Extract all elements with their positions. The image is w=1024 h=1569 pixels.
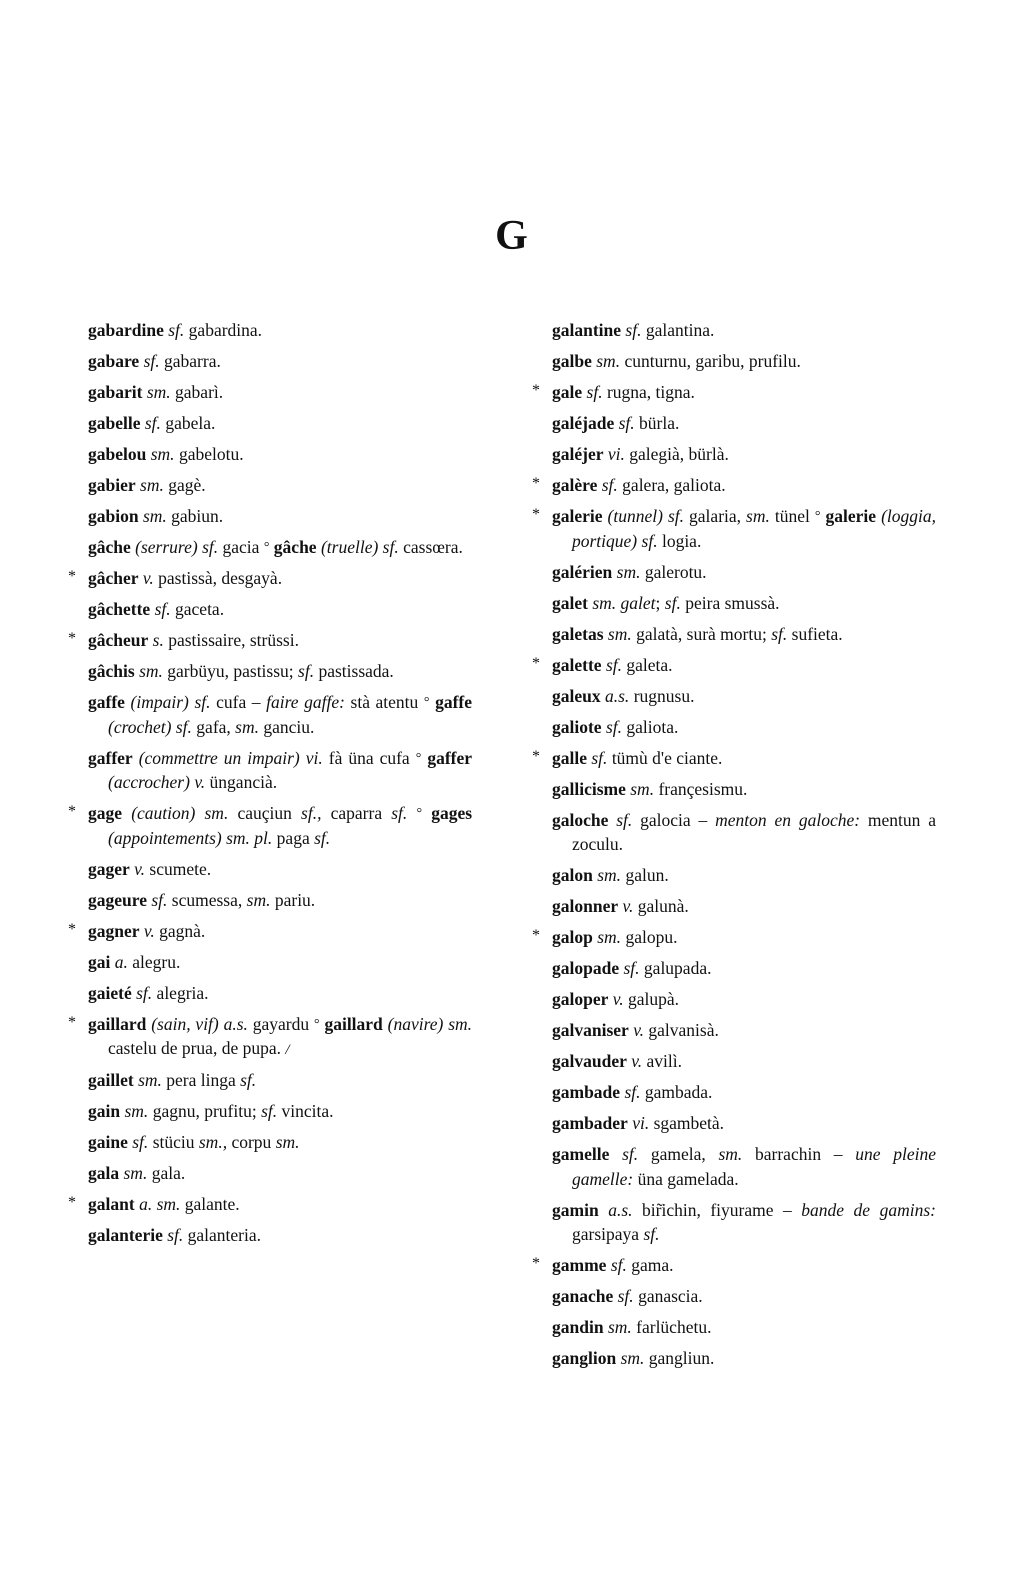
entry-text: gageure sf. scumessa, sm. pariu. bbox=[88, 889, 316, 910]
dictionary-entry: * galant a. sm. galante. bbox=[68, 1193, 240, 1214]
dictionary-entry: * gage (caution) sm. cauçiun sf., caparra sf. ° gages (appointements) sm. pl. paga sf. bbox=[68, 803, 473, 848]
dictionary-entry bbox=[552, 684, 936, 709]
right-column bbox=[532, 318, 937, 1377]
entry-text: gallicisme sm. françesismu. bbox=[552, 778, 748, 799]
dictionary-entry bbox=[88, 442, 472, 467]
entry-text: gaillet sm. pera linga sf. bbox=[88, 1069, 257, 1090]
entry-text: galonner v. galunà. bbox=[552, 896, 689, 916]
entry-text: galette sf. galeta. bbox=[552, 654, 673, 675]
entry-text: gamelle sf. gamela, sm. barrachin – une pleine gamelle: üna gamelada. bbox=[552, 1144, 937, 1189]
dictionary-entry bbox=[552, 560, 936, 585]
dictionary-entry: * gaillard (sain, vif) a.s. gayardu ° gaillard (navire) sm. castelu de prua, de pupa. / bbox=[68, 1013, 473, 1058]
dictionary-entry bbox=[552, 808, 936, 857]
dictionary-entry bbox=[552, 1198, 936, 1247]
dictionary-entry bbox=[88, 1099, 472, 1124]
entry-text: gabelle sf. gabela. bbox=[88, 413, 216, 433]
dictionary-entry bbox=[88, 746, 472, 795]
entry-text: gabion sm. gabiun. bbox=[88, 506, 224, 526]
entry-text: gabardine sf. gabardina. bbox=[88, 320, 263, 340]
dictionary-entry bbox=[88, 318, 472, 343]
entry-text: galopade sf. galupada. bbox=[552, 958, 712, 978]
dictionary-entry bbox=[552, 777, 936, 802]
entry-text: galet sm. galet; sf. peira smussà. bbox=[552, 592, 780, 613]
dictionary-entry bbox=[552, 349, 936, 374]
entry-text: gager v. scumete. bbox=[88, 858, 212, 879]
entry-text: gaffer (commettre un impair) vi. fà üna cufa ° gaffer (accrocher) v. üngancià. bbox=[88, 747, 473, 792]
dictionary-entry bbox=[552, 1111, 936, 1136]
dictionary-entry bbox=[552, 1346, 936, 1371]
dictionary-entry bbox=[552, 318, 936, 343]
dictionary-entry bbox=[88, 981, 472, 1006]
entry-text: ganglion sm. gangliun. bbox=[552, 1348, 715, 1368]
entry-text: gabelou sm. gabelotu. bbox=[88, 444, 244, 464]
dictionary-entry bbox=[552, 1315, 936, 1340]
entry-text: galvauder v. avilì. bbox=[552, 1051, 682, 1071]
entry-text: gagner v. gagnà. bbox=[88, 920, 206, 941]
entry-text: galerie (tunnel) sf. galaria, sm. tünel ° galerie (loggia, portique) sf. logia. bbox=[552, 506, 937, 551]
entry-text: gâcher v. pastissà, desgayà. bbox=[88, 568, 283, 588]
page-title: G bbox=[495, 213, 529, 259]
entry-text: galantine sf. galantina. bbox=[552, 320, 715, 340]
entry-text: gale sf. rugna, tigna. bbox=[552, 382, 695, 402]
entry-text: gamme sf. gama. bbox=[552, 1255, 674, 1275]
entry-text: gambader vi. sgambetà. bbox=[552, 1113, 725, 1133]
dictionary-entry: * gagner v. gagnà. bbox=[68, 920, 206, 941]
entry-text: galoper v. galupà. bbox=[552, 989, 680, 1009]
dictionary-entry bbox=[552, 411, 936, 436]
dictionary-entry bbox=[88, 1223, 472, 1248]
entry-text: galbe sm. cunturnu, garibu, prufilu. bbox=[552, 351, 801, 371]
dictionary-entry bbox=[552, 715, 936, 740]
entry-text: gambade sf. gambada. bbox=[552, 1082, 713, 1102]
entry-text: gâchis sm. garbüyu, pastissu; sf. pastissada. bbox=[88, 661, 394, 681]
dictionary-entry: * gale sf. rugna, tigna. bbox=[532, 382, 695, 402]
entry-text: ganache sf. ganascia. bbox=[552, 1286, 703, 1306]
entry-text: galanterie sf. galanteria. bbox=[88, 1224, 262, 1245]
dictionary-entry bbox=[552, 622, 936, 647]
dictionary-entry bbox=[552, 1080, 936, 1105]
dictionary-entry bbox=[552, 1018, 936, 1043]
left-column bbox=[68, 318, 473, 1377]
entry-text: galeux a.s. rugnusu. bbox=[552, 685, 695, 706]
entry-text: galetas sm. galatà, surà mortu; sf. sufieta. bbox=[552, 623, 843, 644]
dictionary-entry bbox=[88, 1161, 472, 1186]
dictionary-entry bbox=[88, 411, 472, 436]
dictionary-entry: * galle sf. tümù d'e ciante. bbox=[532, 747, 723, 768]
dictionary-entry bbox=[552, 591, 936, 616]
dictionary-entry: * gâcheur s. pastissaire, strüssi. bbox=[68, 630, 299, 650]
entry-text: gandin sm. farlüchetu. bbox=[552, 1317, 712, 1337]
entry-text: gamin a.s. bir̃ichin, fiyurame – bande de gamins: garsipaya sf. bbox=[552, 1199, 936, 1244]
dictionary-entry: * galère sf. galera, galiota. bbox=[532, 475, 726, 495]
entry-text: gâche (serrure) sf. gacia ° gâche (truelle) sf. cassœra. bbox=[88, 537, 463, 557]
entry-text: galon sm. galun. bbox=[552, 865, 669, 885]
entry-text: galvaniser v. galvanisà. bbox=[552, 1020, 719, 1040]
dictionary-entry bbox=[88, 888, 472, 913]
dictionary-entry bbox=[552, 894, 936, 919]
dictionary-entry bbox=[552, 956, 936, 981]
dictionary-entry bbox=[552, 987, 936, 1012]
entry-text: gaine sf. stüciu sm., corpu sm. bbox=[88, 1131, 300, 1152]
dictionary-entry bbox=[552, 1284, 936, 1309]
entry-text: gaffe (impair) sf. cufa – faire gaffe: stà atentu ° gaffe (crochet) sf. gafa, sm. ganciu. bbox=[88, 692, 473, 737]
entry-text: galant a. sm. galante. bbox=[88, 1193, 240, 1214]
entry-text: gala sm. gala. bbox=[88, 1162, 186, 1183]
dictionary-entry bbox=[88, 659, 472, 684]
dictionary-entry bbox=[552, 863, 936, 888]
dictionary-entry: * galerie (tunnel) sf. galaria, sm. tünel ° galerie (loggia, portique) sf. logia. bbox=[532, 506, 937, 551]
entry-text: gai a. alegru. bbox=[88, 951, 181, 972]
dictionary-entry bbox=[88, 1068, 472, 1093]
entry-columns bbox=[68, 318, 937, 1377]
entry-text: gage (caution) sm. cauçiun sf., caparra sf. ° gages (appointements) sm. pl. paga sf. bbox=[88, 803, 473, 848]
dictionary-entry bbox=[552, 1049, 936, 1074]
dictionary-entry bbox=[88, 690, 472, 739]
dictionary-entry bbox=[88, 473, 472, 498]
dictionary-entry bbox=[88, 1130, 472, 1155]
dictionary-entry bbox=[88, 504, 472, 529]
entry-text: galéjade sf. bürla. bbox=[552, 413, 680, 433]
entry-text: gabier sm. gagè. bbox=[88, 475, 206, 495]
dictionary-entry bbox=[88, 380, 472, 405]
entry-text: galéjer vi. galegià, bürlà. bbox=[552, 444, 729, 464]
entry-text: galle sf. tümù d'e ciante. bbox=[552, 747, 723, 768]
entry-text: galiote sf. galiota. bbox=[552, 716, 679, 737]
entry-text: galop sm. galopu. bbox=[552, 927, 678, 947]
dictionary-entry bbox=[88, 950, 472, 975]
dictionary-entry bbox=[88, 857, 472, 882]
entry-text: galoche sf. galocia – menton en galoche: mentun a zoculu. bbox=[552, 809, 937, 854]
entry-text: gabarit sm. gabarì. bbox=[88, 382, 224, 402]
dictionary-entry: * gamme sf. gama. bbox=[532, 1255, 674, 1275]
entry-text: gain sm. gagnu, prufitu; sf. vincita. bbox=[88, 1100, 334, 1121]
entry-text: galérien sm. galerotu. bbox=[552, 561, 707, 582]
entry-text: gaieté sf. alegria. bbox=[88, 982, 209, 1003]
entry-text: gaillard (sain, vif) a.s. gayardu ° gaillard (navire) sm. castelu de prua, de pupa. / bbox=[88, 1013, 473, 1058]
dictionary-entry: * galop sm. galopu. bbox=[532, 927, 678, 947]
dictionary-entry bbox=[88, 349, 472, 374]
entry-text: gâcheur s. pastissaire, strüssi. bbox=[88, 630, 299, 650]
dictionary-entry bbox=[552, 1142, 936, 1191]
entry-text: gabare sf. gabarra. bbox=[88, 351, 221, 371]
entry-text: gâchette sf. gaceta. bbox=[88, 599, 225, 619]
dictionary-entry bbox=[552, 442, 936, 467]
dictionary-entry bbox=[88, 597, 472, 622]
dictionary-entry: * galette sf. galeta. bbox=[532, 654, 673, 675]
entry-text: galère sf. galera, galiota. bbox=[552, 475, 726, 495]
dictionary-entry bbox=[88, 535, 472, 560]
dictionary-entry: * gâcher v. pastissà, desgayà. bbox=[68, 568, 283, 588]
